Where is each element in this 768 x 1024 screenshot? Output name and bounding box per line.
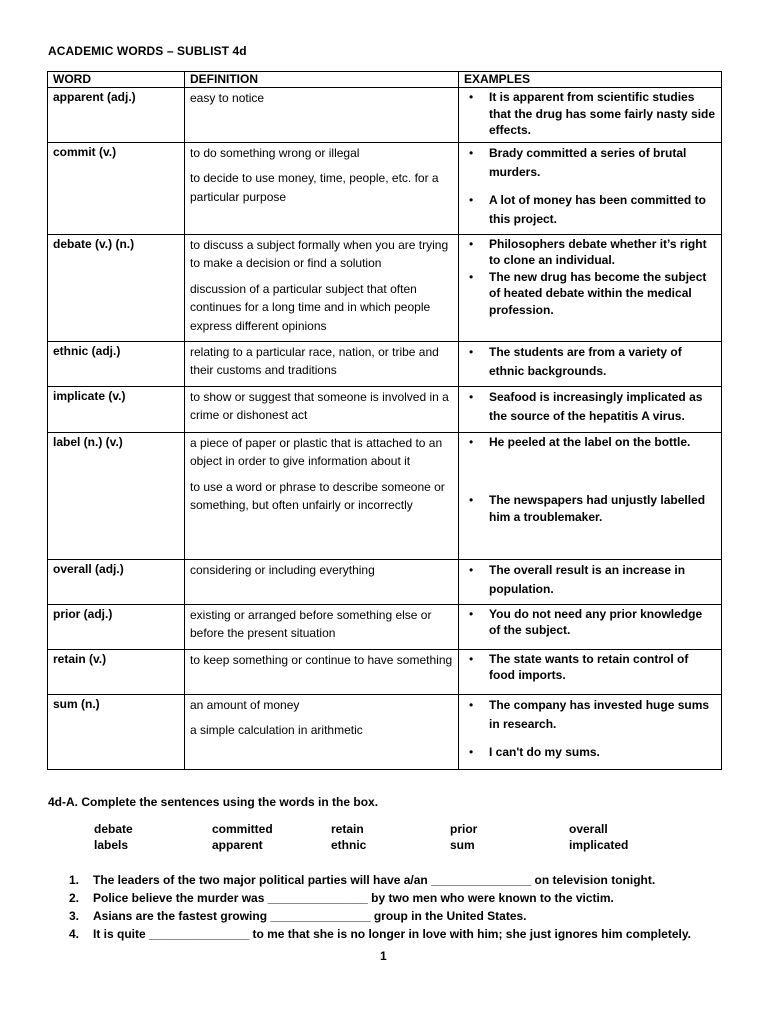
- definition-text: considering or including everything: [190, 562, 375, 577]
- example-item: • Brady committed a series of brutal murders.: [464, 144, 716, 182]
- sentence-text: Asians are the fastest growing _______________ group in the United States.: [93, 909, 527, 923]
- word-cell: ethnic (adj.): [48, 341, 185, 386]
- definition-cell: [185, 559, 459, 604]
- word-box-item: ethnic: [331, 838, 367, 852]
- examples-cell: [459, 142, 722, 234]
- sentence-item: [48, 907, 728, 925]
- examples-cell: [459, 604, 722, 649]
- table-row: [48, 234, 722, 341]
- definition-text: to do something wrong or illegal: [190, 145, 360, 160]
- word-cell: overall (adj.): [48, 559, 185, 604]
- examples-cell: [459, 649, 722, 694]
- word-box: [94, 822, 694, 853]
- example-item: • The company has invested huge sums in research.: [464, 696, 716, 734]
- table-row: [48, 559, 722, 604]
- definition-cell: [185, 432, 459, 559]
- example-item: • I can't do my sums.: [464, 743, 716, 762]
- word-box-item: implicated: [569, 838, 629, 852]
- sentence-item: [48, 925, 728, 943]
- word-cell: debate (v.) (n.): [48, 234, 185, 341]
- column-header-word: WORD: [48, 72, 185, 88]
- definition-text: easy to notice: [190, 91, 265, 105]
- sentence-item: [48, 871, 728, 889]
- definition-text: to decide to use money, time, people, etc. for a particular purpose: [190, 171, 439, 204]
- examples-cell: [459, 234, 722, 341]
- table-row: [48, 142, 722, 234]
- word-cell: label (n.) (v.): [48, 432, 185, 559]
- examples-cell: [459, 386, 722, 432]
- column-header-examples: EXAMPLES: [459, 72, 722, 88]
- definition-cell: [185, 341, 459, 386]
- definition-text: relating to a particular race, nation, or tribe and their customs and traditions: [190, 344, 439, 377]
- sentence-text: Police believe the murder was _______________ by two men who were known to the victim.: [93, 891, 614, 905]
- definition-text: to discuss a subject formally when you are trying to make a decision or find a solution: [190, 237, 449, 270]
- example-item: • The students are from a variety of ethnic backgrounds.: [464, 343, 716, 381]
- example-item: • He peeled at the label on the bottle.: [464, 434, 716, 451]
- table-row: [48, 649, 722, 694]
- definition-text: a piece of paper or plastic that is attached to an object in order to give information about it: [190, 435, 443, 468]
- definition-cell: [185, 386, 459, 432]
- word-box-item: committed: [212, 822, 273, 836]
- word-cell: sum (n.): [48, 694, 185, 769]
- table-row: [48, 604, 722, 649]
- word-box-item: overall: [569, 822, 608, 836]
- word-cell: commit (v.): [48, 142, 185, 234]
- examples-cell: [459, 432, 722, 559]
- word-cell: apparent (adj.): [48, 88, 185, 143]
- definition-text: a simple calculation in arithmetic: [190, 723, 363, 737]
- exercise-sentences: [48, 871, 728, 943]
- word-box-item: debate: [94, 822, 133, 836]
- word-cell: implicate (v.): [48, 386, 185, 432]
- definition-cell: [185, 694, 459, 769]
- definition-cell: [185, 649, 459, 694]
- example-item: • Seafood is increasingly implicated as the source of the hepatitis A virus.: [464, 388, 716, 426]
- examples-cell: [459, 88, 722, 143]
- sentence-text: The leaders of the two major political parties will have a/an _______________ on television tonight.: [93, 873, 656, 887]
- sentence-item: [48, 889, 728, 907]
- examples-cell: [459, 694, 722, 769]
- definition-cell: [185, 234, 459, 341]
- table-row: [48, 694, 722, 769]
- word-cell: prior (adj.): [48, 604, 185, 649]
- sentence-text: It is quite _______________ to me that she is no longer in love with him; she just ignores him completely.: [93, 927, 691, 941]
- definition-text: existing or arranged before something else or before the present situation: [190, 607, 432, 640]
- sentence-number: 4.: [69, 927, 80, 941]
- word-box-item: apparent: [212, 838, 263, 852]
- example-item: • Philosophers debate whether it’s right to clone an individual.: [464, 236, 716, 269]
- definition-text: to keep something or continue to have something: [190, 652, 453, 667]
- definition-text: an amount of money: [190, 697, 300, 712]
- sentence-number: 2.: [69, 891, 80, 905]
- word-box-item: labels: [94, 838, 129, 852]
- examples-cell: [459, 341, 722, 386]
- sentence-number: 1.: [69, 873, 80, 887]
- page-number: 1: [380, 949, 387, 963]
- exercise-title: 4d-A. Complete the sentences using the words in the box.: [48, 795, 379, 809]
- example-item: • The new drug has become the subject of heated debate within the medical profession.: [464, 269, 716, 319]
- definition-text: to use a word or phrase to describe someone or something, but often unfairly or incorrectly: [190, 479, 445, 512]
- example-item: • You do not need any prior knowledge of the subject.: [464, 606, 716, 639]
- example-item: • The overall result is an increase in population.: [464, 561, 716, 599]
- page-title: ACADEMIC WORDS – SUBLIST 4d: [48, 44, 247, 58]
- sentence-number: 3.: [69, 909, 80, 923]
- table-row: [48, 432, 722, 559]
- table-row: [48, 386, 722, 432]
- examples-cell: [459, 559, 722, 604]
- definition-cell: [185, 142, 459, 234]
- table-row: [48, 88, 722, 143]
- example-item: • It is apparent from scientific studies that the drug has some fairly nasty side effects.: [464, 89, 716, 139]
- word-box-item: retain: [331, 822, 364, 836]
- definition-text: to show or suggest that someone is involved in a crime or dishonest act: [190, 389, 449, 422]
- vocabulary-table: [47, 71, 722, 770]
- column-header-definition: DEFINITION: [185, 72, 459, 88]
- word-box-item: prior: [450, 822, 478, 836]
- table-header-row: [48, 72, 722, 88]
- word-box-item: sum: [450, 838, 475, 852]
- table-row: [48, 341, 722, 386]
- definition-cell: [185, 604, 459, 649]
- example-item: • The newspapers had unjustly labelled him a troublemaker.: [464, 492, 716, 525]
- definition-cell: [185, 88, 459, 143]
- word-cell: retain (v.): [48, 649, 185, 694]
- example-item: • A lot of money has been committed to this project.: [464, 191, 716, 229]
- example-item: • The state wants to retain control of food imports.: [464, 651, 716, 684]
- definition-text: discussion of a particular subject that often continues for a long time and in which people express different opinions: [190, 281, 431, 333]
